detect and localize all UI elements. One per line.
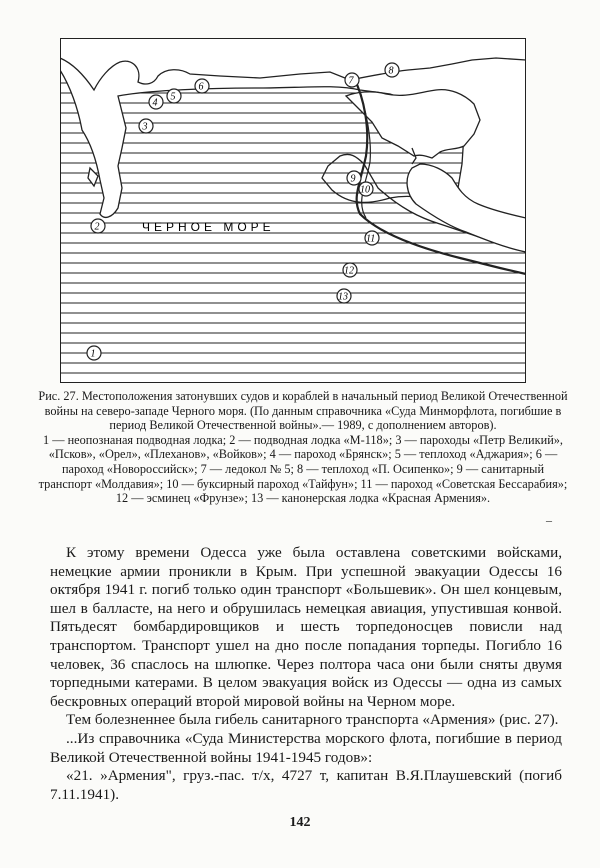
svg-text:7: 7 (348, 75, 354, 87)
marker-11 (365, 231, 379, 245)
marker-7 (345, 73, 359, 87)
marker-3 (139, 119, 153, 133)
svg-text:3: 3 (142, 121, 148, 133)
black-sea-map (60, 38, 526, 383)
marker-8 (385, 63, 399, 77)
map-figure (60, 38, 526, 383)
sea-label: ЧЕРНОЕ МОРЕ (142, 220, 275, 234)
marker-4 (149, 95, 163, 109)
svg-text:1: 1 (90, 348, 96, 360)
marker-12 (343, 263, 357, 277)
svg-text:8: 8 (388, 65, 394, 77)
svg-text:13: 13 (338, 291, 348, 303)
paragraph-reference-intro: ...Из справочника «Суда Министерства морского флота, погибшие в период Великой Отечественной войны 1941-1945 годов»: (50, 729, 562, 766)
svg-text:9: 9 (350, 173, 356, 185)
svg-text:2: 2 (94, 221, 100, 233)
svg-text:12: 12 (344, 265, 354, 277)
svg-text:5: 5 (170, 91, 176, 103)
caption-title: Рис. 27. Местоположения затонувших судов и кораблей в начальный период Великой Отечественной войны на северо-западе Черного моря. (По данным справочника «Суда Минморфлота, погибшие в период Великой Отечественной войны».— 1989, с дополнением авторов). (38, 389, 568, 433)
marker-1 (87, 346, 101, 360)
paragraph-odessa: К этому времени Одесса уже была оставлена советскими войсками, немецкие армии проникли в Крым. При успешной эвакуации Одессы 16 октября 1941 г. погиб только один транспорт «Большевик». Он шел концевым, шел в балласте, на него и обрушилась немецкая авиация, упустившая конвой. Пятьдесят бомбардировщиков и шесть торпедоносцев повисли над транспортом. Транспорт ушел на дно после попадания торпеды. Погибло 16 человек, 36 спаслось на шлюпке. Через полтора часа они были сняты двумя торпедными катерами. В целом эвакуация войск из Одессы — одна из самых бескровных операций второй мировой войны на Черном море. (50, 544, 562, 710)
page-number: 142 (289, 815, 311, 830)
marker-5 (167, 89, 181, 103)
marker-2 (91, 219, 105, 233)
paragraph-reference-entry: «21. »Армения", груз.-пас. т/х, 4727 т, капитан В.Я.Плаушевский (погиб 7.11.1941). (50, 767, 562, 803)
caption-legend: 1 — неопознаная подводная лодка; 2 — подводная лодка «М-118»; 3 — пароходы «Петр Великий», «Псков», «Орел», «Плеханов», «Войков»; 4 — пароход «Брянск»; 5 — теплоход «Аджария»; 6 — пароход «Новороссийск»; 7 — ледокол № 5; 8 — теплоход «П. Осипенко»; 9 — санитарный транспорт «Молдавия»; 10 — буксирный пароход «Тайфун»; 11 — пароход «Советская Бессарабия»; 12 — эсминец «Фрунзе»; 13 — канонерская лодка «Красная Армения». (38, 432, 568, 506)
marker-9 (347, 171, 361, 185)
figure-caption (38, 389, 568, 506)
marker-6 (195, 79, 209, 93)
body-text (50, 544, 562, 804)
paragraph-armenia: Тем болезненнее была гибель санитарного транспорта «Армения» (рис. 27). (66, 711, 559, 729)
svg-text:4: 4 (152, 97, 158, 109)
svg-text:11: 11 (366, 233, 376, 245)
marker-10 (359, 182, 373, 196)
svg-text:10: 10 (360, 184, 370, 196)
marker-13 (337, 289, 351, 303)
svg-text:6: 6 (198, 81, 204, 93)
caption-end-mark: – (546, 513, 552, 527)
